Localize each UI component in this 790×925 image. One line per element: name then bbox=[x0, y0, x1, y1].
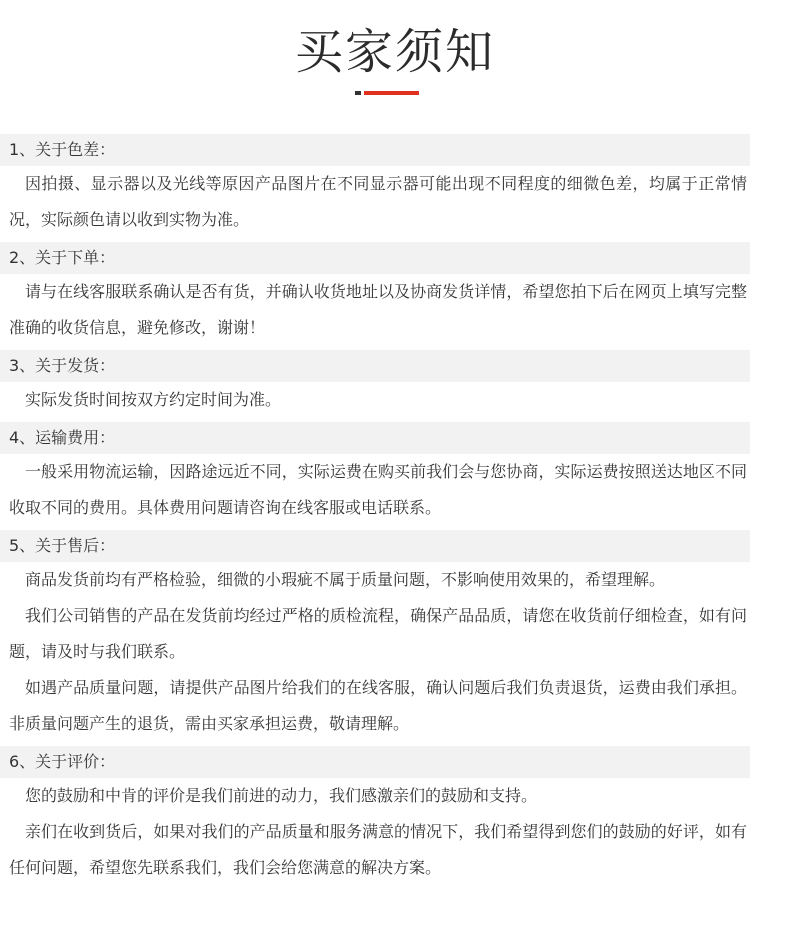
section-paragraph: 我们公司销售的产品在发货前均经过严格的质检流程，确保产品品质，请您在收货前仔细检查，如有问题，请及时与我们联系。 bbox=[9, 606, 747, 661]
section-paragraph: 商品发货前均有严格检验，细微的小瑕疵不属于质量问题，不影响使用效果的，希望理解。 bbox=[25, 570, 666, 589]
page-title: 买家须知 bbox=[294, 24, 495, 80]
section-paragraph: 一般采用物流运输，因路途远近不同，实际运费在购买前我们会与您协商，实际运费按照送达地区不同收取不同的费用。具体费用问题请咨询在线客服或电话联系。 bbox=[9, 462, 747, 517]
title-underline-accent bbox=[364, 91, 419, 95]
notice-content bbox=[0, 134, 750, 886]
section-paragraph: 亲们在收到货后，如果对我们的产品质量和服务满意的情况下，我们希望得到您们的鼓励的好评，如有任何问题，希望您先联系我们，我们会给您满意的解决方案。 bbox=[9, 822, 747, 877]
section-heading-after-sales: 5、关于售后： bbox=[0, 530, 750, 562]
title-underline-dot bbox=[355, 91, 361, 95]
section-heading-shipping: 3、关于发货： bbox=[0, 350, 750, 382]
section-paragraph: 您的鼓励和中肯的评价是我们前进的动力，我们感激亲们的鼓励和支持。 bbox=[25, 786, 538, 805]
section-paragraph: 因拍摄、显示器以及光线等原因产品图片在不同显示器可能出现不同程度的细微色差，均属于正常情况，实际颜色请以收到实物为准。 bbox=[9, 174, 747, 229]
section-heading-freight-cost: 4、运输费用： bbox=[0, 422, 750, 454]
section-heading-reviews: 6、关于评价： bbox=[0, 746, 750, 778]
section-paragraph: 实际发货时间按双方约定时间为准。 bbox=[25, 390, 282, 409]
section-heading-ordering: 2、关于下单： bbox=[0, 242, 750, 274]
section-heading-color-difference: 1、关于色差： bbox=[0, 134, 750, 166]
section-paragraph: 请与在线客服联系确认是否有货，并确认收货地址以及协商发货详情，希望您拍下后在网页上填写完整准确的收货信息，避免修改，谢谢！ bbox=[9, 282, 747, 337]
section-paragraph: 如遇产品质量问题，请提供产品图片给我们的在线客服，确认问题后我们负责退货，运费由我们承担。非质量问题产生的退货，需由买家承担运费，敬请理解。 bbox=[9, 678, 747, 733]
title-underline bbox=[355, 91, 419, 95]
